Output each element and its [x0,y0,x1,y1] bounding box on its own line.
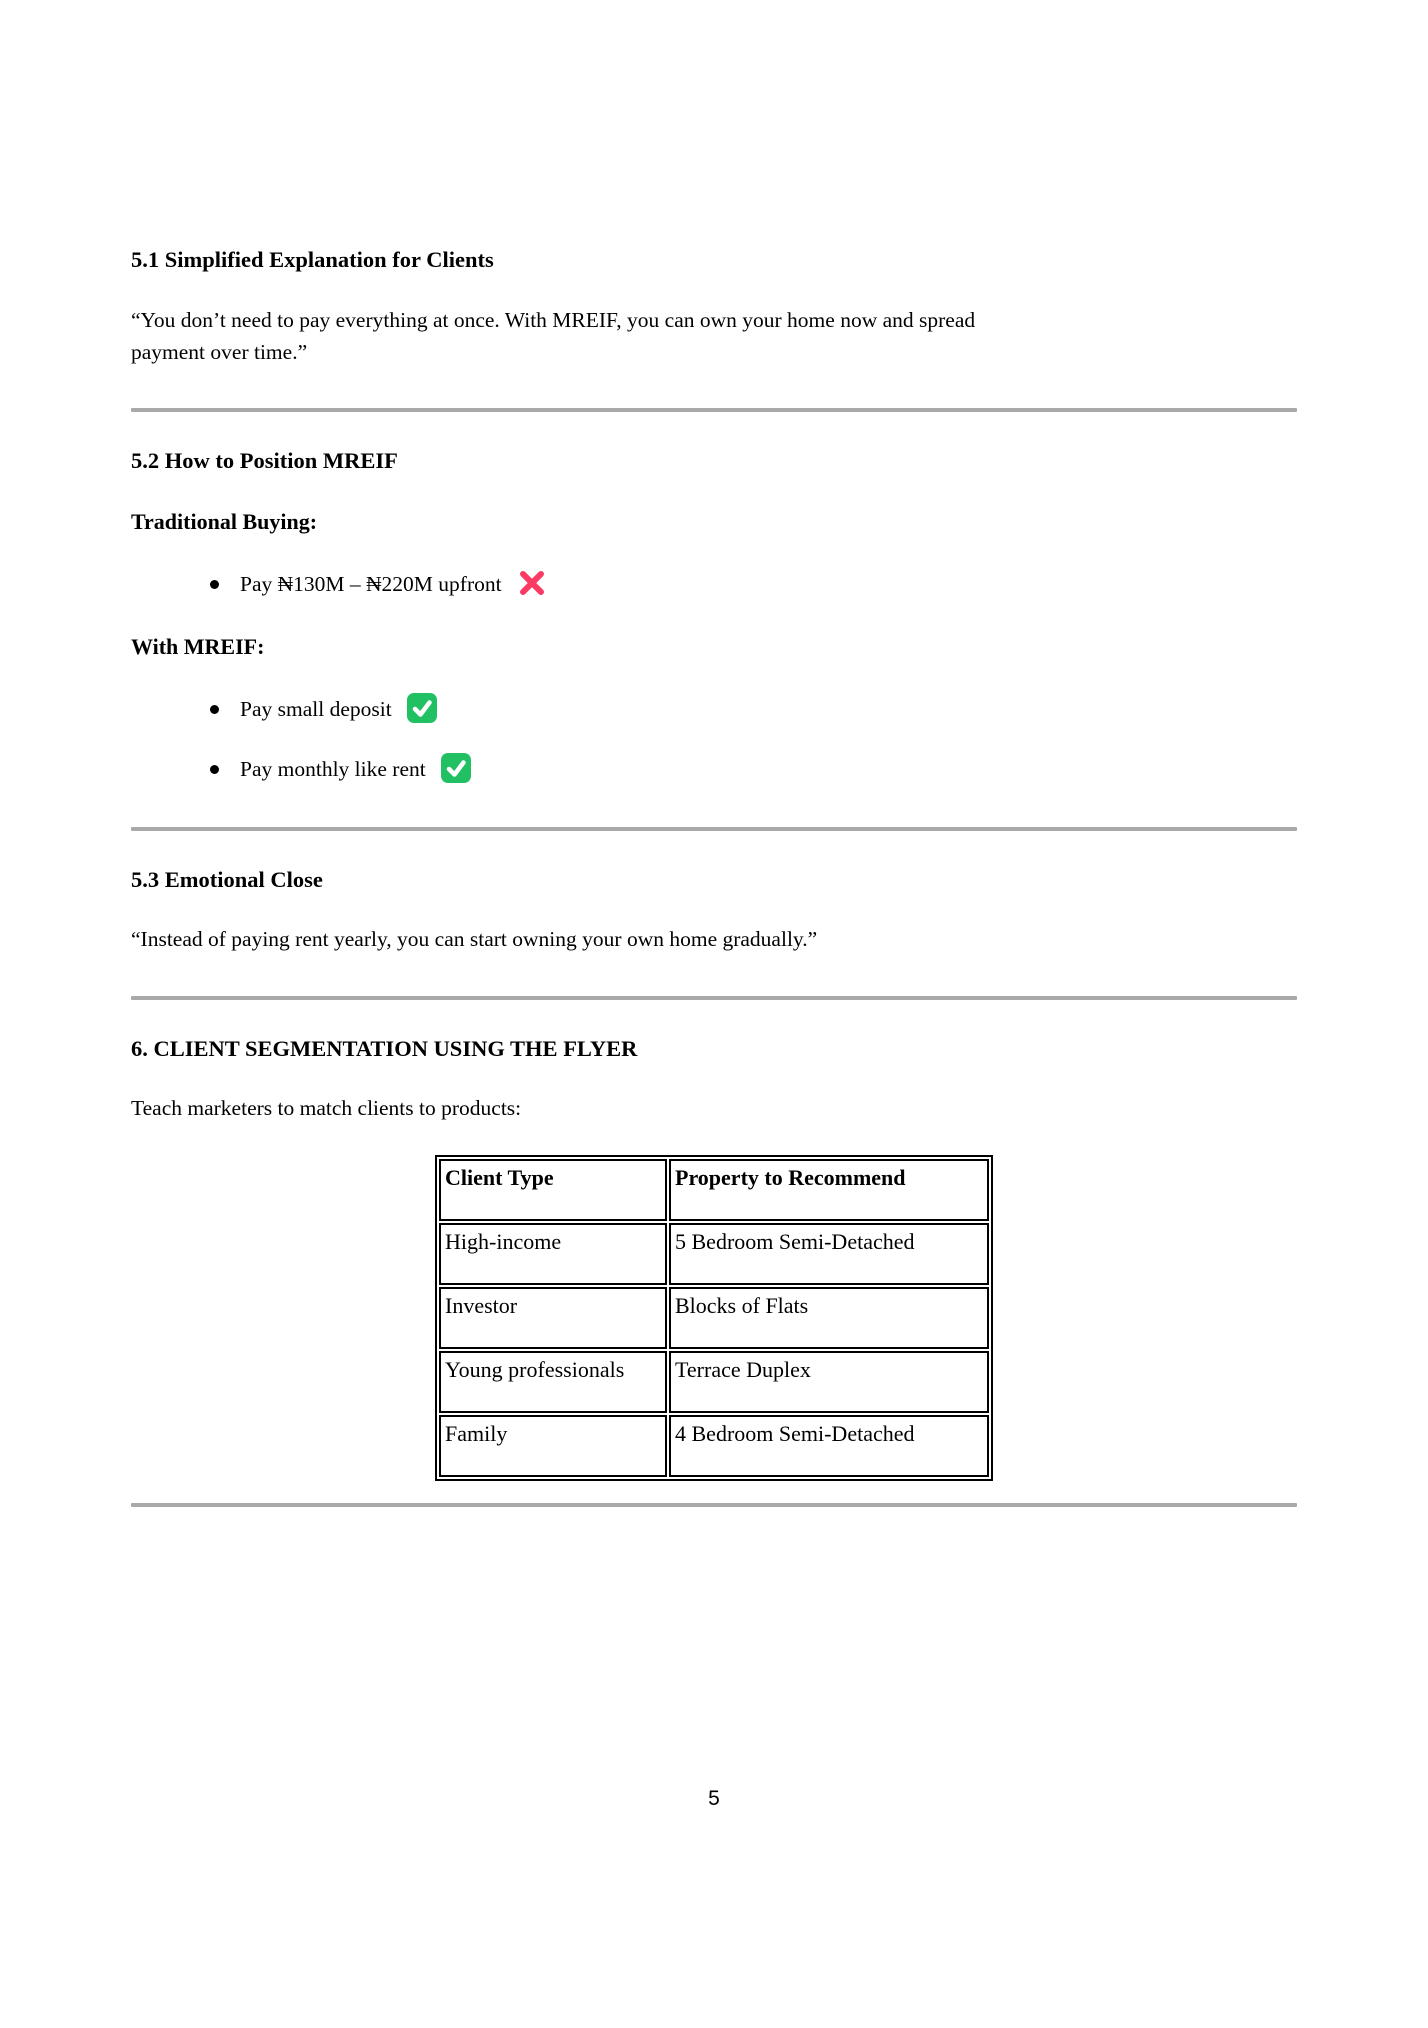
horizontal-divider [131,996,1297,1000]
list-item [131,691,1297,727]
with-mreif-list [131,691,1297,787]
column-header-property: Property to Recommend [669,1159,989,1221]
table-row [439,1287,989,1349]
section-5-3-heading: 5.3 Emotional Close [131,866,323,892]
section-6-intro: Teach marketers to match clients to products: [131,1096,522,1121]
traditional-buying-list [131,566,1297,602]
list-item-text: Pay small deposit [240,696,392,721]
section-5-1-quote: “You don’t need to pay everything at once. With MREIF, you can own your home now and spread payment over time.” [131,307,976,364]
list-item-text: Pay monthly like rent [240,756,426,781]
bullet-dot [210,765,219,774]
segmentation-table [435,1155,993,1481]
with-mreif-label: With MREIF: [131,633,265,659]
cross-mark-icon [517,568,547,598]
table-row [439,1223,989,1285]
table-cell-property: Terrace Duplex [669,1351,989,1413]
horizontal-divider [131,827,1297,831]
list-item [131,566,1297,602]
table-row [439,1415,989,1477]
section-5-1-heading: 5.1 Simplified Explanation for Clients [131,247,494,272]
table-cell-property: 5 Bedroom Semi-Detached [669,1223,989,1285]
check-mark-icon [407,693,437,723]
table-row [439,1351,989,1413]
table-cell-client-type: High-income [439,1223,667,1285]
check-mark-icon [441,753,471,783]
table-cell-client-type: Family [439,1415,667,1477]
section-6-heading: 6. CLIENT SEGMENTATION USING THE FLYER [131,1035,638,1061]
segmentation-table-container [131,1155,1297,1481]
list-item [131,751,1297,787]
list-item-text: Pay ₦130M – ₦220M upfront [240,571,502,596]
section-5-2-heading: 5.2 How to Position MREIF [131,448,398,474]
table-header-row [439,1159,989,1221]
section-5-3-quote: “Instead of paying rent yearly, you can start owning your own home gradually.” [131,927,818,952]
bullet-dot [210,580,219,589]
traditional-buying-label: Traditional Buying: [131,508,318,534]
horizontal-divider [131,408,1297,412]
page-number: 5 [708,1787,720,1810]
horizontal-divider [131,1503,1297,1507]
table-cell-property: 4 Bedroom Semi-Detached [669,1415,989,1477]
column-header-client-type: Client Type [439,1159,667,1221]
table-cell-property: Blocks of Flats [669,1287,989,1349]
table-cell-client-type: Investor [439,1287,667,1349]
table-cell-client-type: Young professionals [439,1351,667,1413]
bullet-dot [210,705,219,714]
